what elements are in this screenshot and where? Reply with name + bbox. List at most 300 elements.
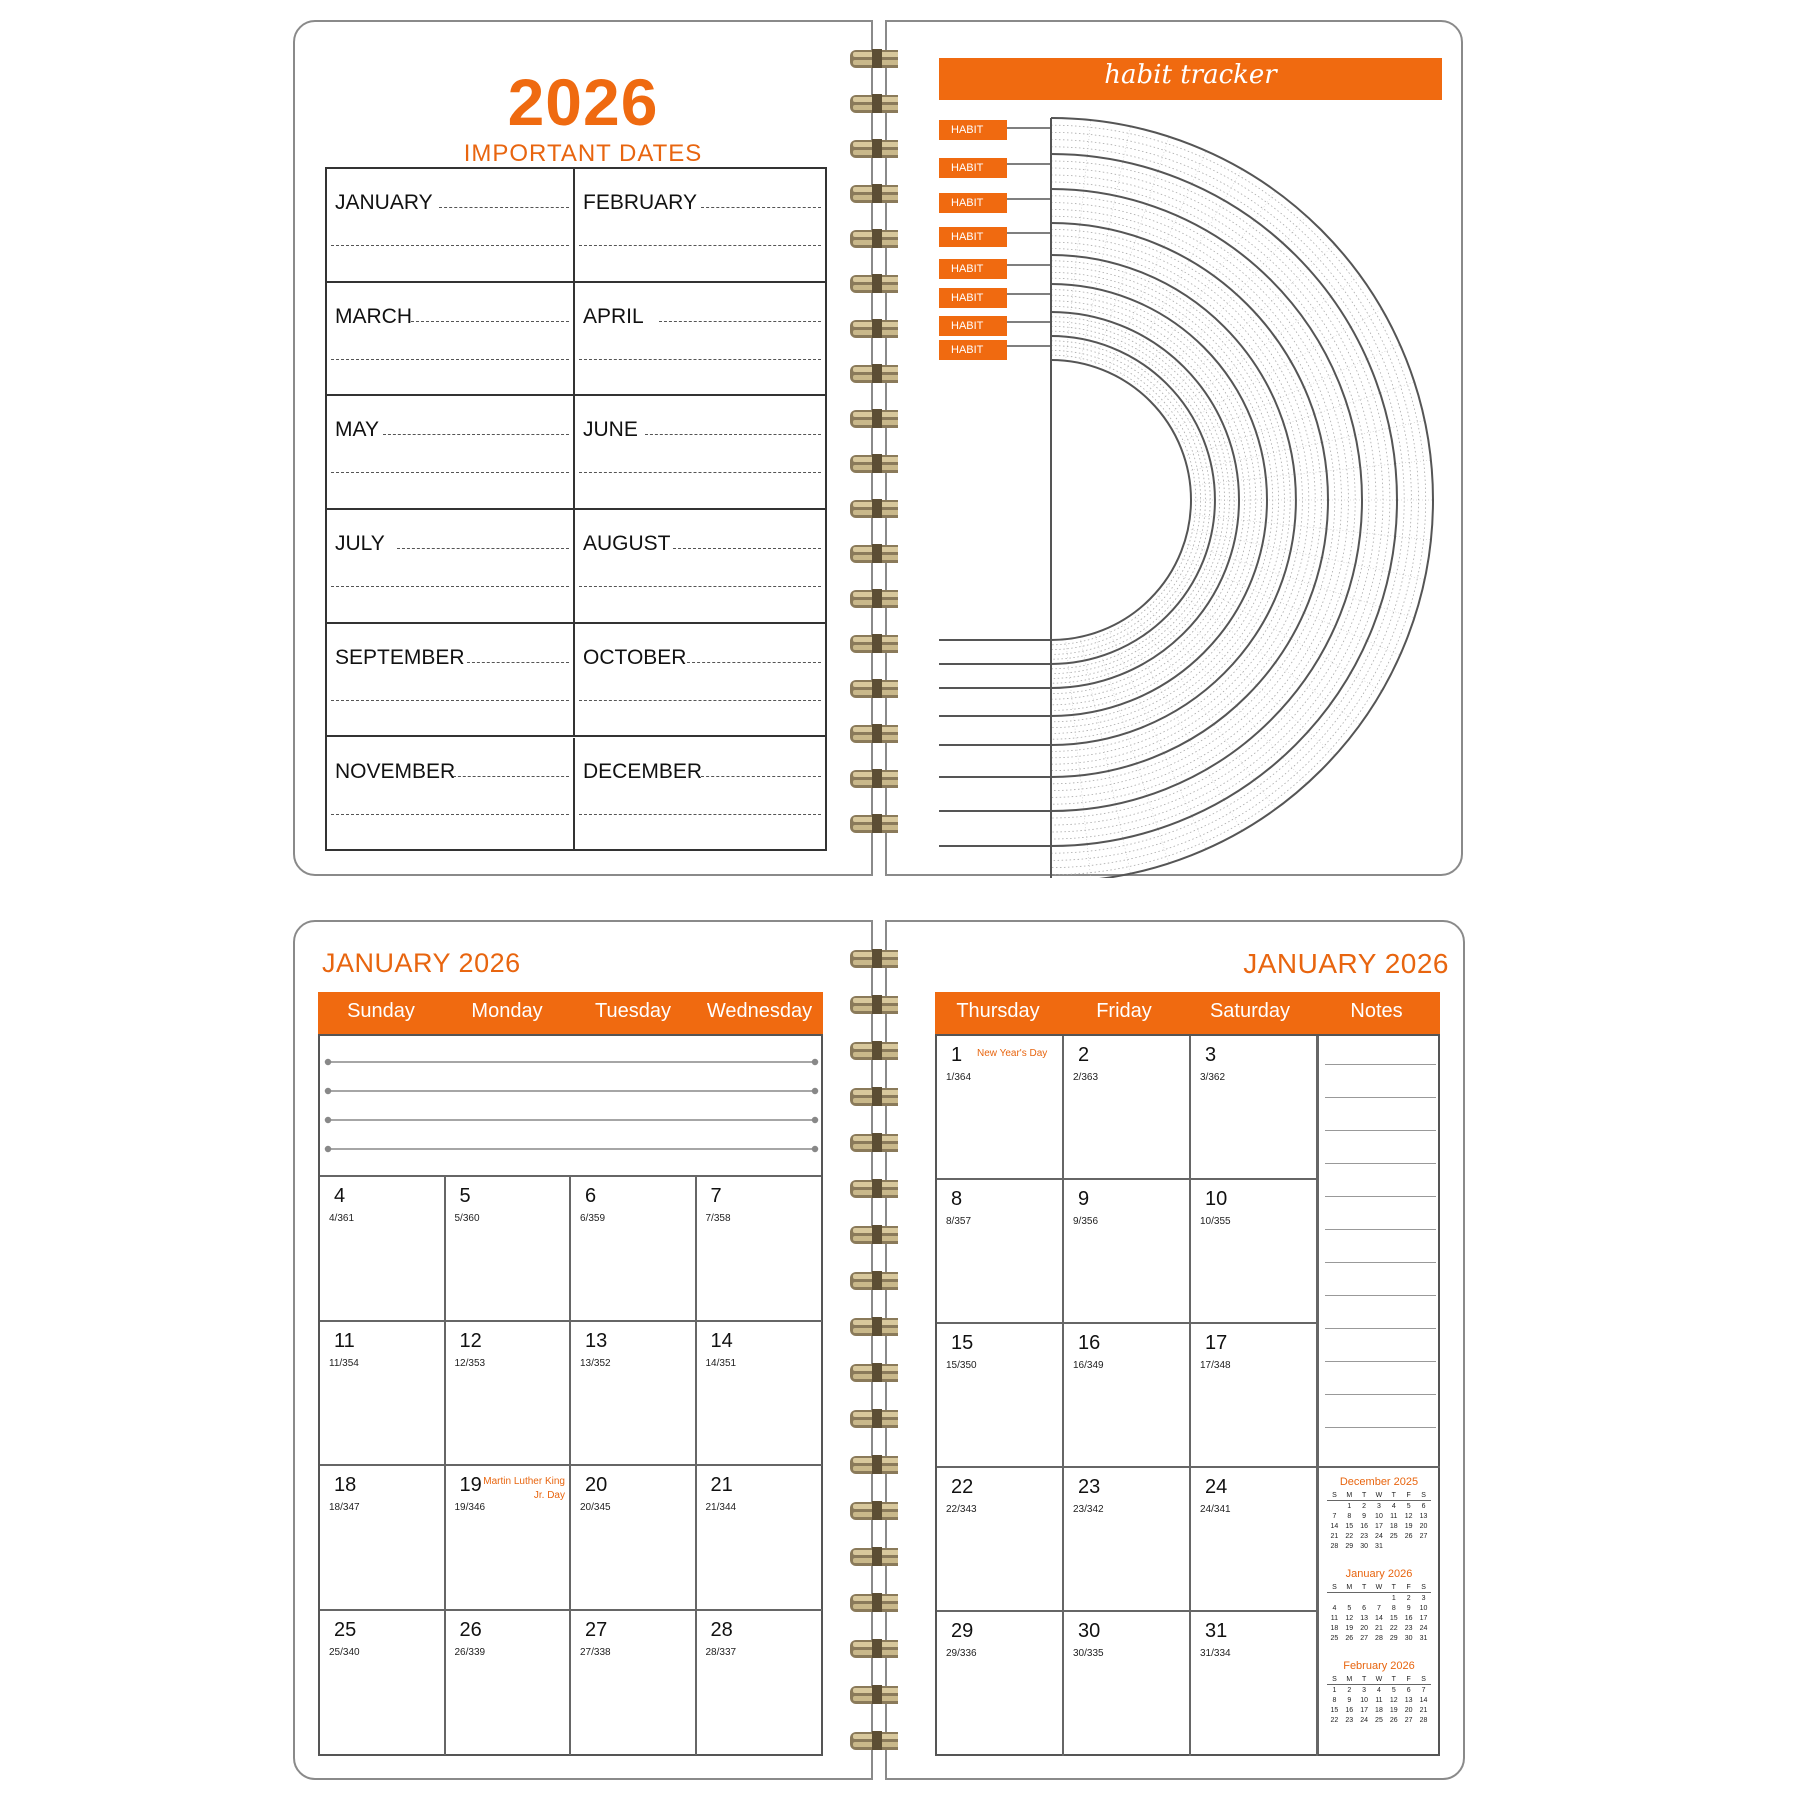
day-cell[interactable] (1191, 1036, 1318, 1180)
date-line[interactable] (701, 207, 821, 208)
day-number: 7 (710, 1185, 722, 1207)
mini-day: 19 (1404, 1522, 1413, 1530)
mini-day (1386, 1541, 1401, 1551)
notes-line[interactable] (1325, 1229, 1436, 1230)
mini-day: 28 (1419, 1716, 1428, 1724)
day-cell[interactable] (937, 1036, 1064, 1180)
mini-day: 22 (1330, 1716, 1339, 1724)
day-cell[interactable] (937, 1612, 1064, 1756)
day-count: 17/348 (1200, 1360, 1231, 1371)
mini-day: 13 (1419, 1512, 1428, 1520)
mini-day: 27 (1419, 1532, 1428, 1540)
month-cell[interactable] (575, 283, 825, 397)
day-number: 14 (710, 1329, 733, 1352)
mini-day: 9 (1406, 1604, 1411, 1612)
mini-day: 12 (1345, 1614, 1354, 1622)
day-cell[interactable] (571, 1466, 697, 1611)
habit-label[interactable]: HABIT (939, 316, 1007, 336)
day-number: 18 (334, 1474, 357, 1496)
header-wednesday: Wednesday (706, 1000, 813, 1022)
tracker-dots (1051, 161, 1390, 839)
day-number: 24 (1205, 1476, 1228, 1498)
habit-label[interactable]: HABIT (939, 158, 1007, 178)
weekday-letter: T (1357, 1490, 1372, 1501)
day-cell[interactable] (1064, 1468, 1191, 1612)
spiral-ring (848, 1268, 898, 1290)
day-count: 9/356 (1073, 1216, 1099, 1227)
day-cell[interactable] (446, 1177, 572, 1322)
month-cell[interactable] (327, 738, 575, 852)
mini-day: 23 (1404, 1624, 1413, 1632)
month-name: JANUARY (335, 191, 433, 214)
habit-label[interactable]: HABIT (939, 227, 1007, 247)
day-count: 7/358 (705, 1213, 731, 1224)
mini-day: 11 (1375, 1696, 1383, 1704)
january-right-page (885, 920, 1465, 1780)
day-cell[interactable] (937, 1180, 1064, 1324)
tracker-dots (1051, 203, 1348, 798)
mini-day: 16 (1404, 1614, 1413, 1622)
notes-divider (1319, 1466, 1440, 1468)
date-line[interactable] (701, 776, 821, 777)
date-line[interactable] (579, 472, 821, 473)
day-number: 11 (334, 1329, 355, 1352)
notes-column (1317, 1036, 1440, 1754)
mini-day: 18 (1389, 1522, 1398, 1530)
date-line[interactable] (331, 814, 569, 815)
month-cell[interactable] (575, 738, 825, 852)
mini-day: 22 (1345, 1532, 1354, 1540)
mini-day: 14 (1375, 1614, 1383, 1622)
notes-line[interactable] (1325, 1163, 1436, 1164)
mini-day: 8 (1332, 1696, 1337, 1704)
date-line[interactable] (579, 700, 821, 701)
tracker-arc (1051, 312, 1239, 688)
spiral-ring (848, 811, 898, 833)
mini-day: 1 (1347, 1502, 1352, 1510)
date-line[interactable] (687, 662, 821, 663)
habit-label[interactable]: HABIT (939, 340, 1007, 360)
mini-day: 13 (1404, 1696, 1413, 1704)
mini-day: 4 (1332, 1604, 1337, 1612)
mini-calendar-title: December 2025 (1339, 1476, 1419, 1488)
spiral-ring (848, 226, 898, 248)
mini-day: 1 (1391, 1594, 1396, 1602)
mini-day: 8 (1347, 1512, 1352, 1520)
date-line[interactable] (579, 586, 821, 587)
month-cell[interactable] (327, 169, 575, 283)
weekday-letter: S (1327, 1582, 1342, 1593)
mini-day: 12 (1389, 1696, 1398, 1704)
day-count: 29/336 (946, 1648, 977, 1659)
header-saturday: Saturday (1209, 1000, 1291, 1022)
day-count: 26/339 (454, 1646, 486, 1658)
mini-day: 24 (1360, 1716, 1368, 1724)
day-cell[interactable] (320, 1611, 446, 1756)
spiral-ring (848, 1084, 898, 1106)
day-number: 4 (334, 1185, 346, 1207)
weekday-letter: F (1401, 1582, 1416, 1593)
mini-day: 7 (1332, 1512, 1337, 1520)
mini-day: 20 (1360, 1624, 1368, 1632)
mini-day: 15 (1345, 1522, 1354, 1530)
mini-day: 10 (1360, 1696, 1368, 1704)
mini-day: 26 (1404, 1532, 1413, 1540)
mini-day: 3 (1377, 1502, 1381, 1510)
day-count: 5/360 (454, 1213, 480, 1224)
mini-calendar-table (1327, 1490, 1431, 1551)
mini-day: 24 (1375, 1532, 1383, 1540)
day-number: 15 (951, 1332, 974, 1354)
day-cell[interactable] (446, 1322, 572, 1467)
mini-day: 6 (1406, 1686, 1411, 1694)
tracker-dots (1051, 341, 1210, 659)
spiral-ring (848, 451, 898, 473)
mini-calendar-table (1327, 1674, 1431, 1725)
day-cell[interactable] (1191, 1180, 1318, 1324)
date-line[interactable] (579, 359, 821, 360)
notes-line[interactable] (1325, 1427, 1436, 1428)
date-line[interactable] (453, 776, 569, 777)
mini-day: 5 (1347, 1604, 1352, 1612)
month-name: AUGUST (583, 532, 671, 556)
mini-day (1327, 1593, 1342, 1604)
mini-day (1416, 1541, 1431, 1551)
day-cell[interactable] (697, 1322, 823, 1467)
tracker-arc (1051, 255, 1296, 745)
weekday-letter: M (1342, 1674, 1357, 1685)
spiral-ring (848, 1406, 898, 1428)
day-cell[interactable] (1191, 1612, 1318, 1756)
weekday-letter: W (1372, 1582, 1387, 1593)
mini-day: 15 (1330, 1706, 1339, 1714)
day-number: 22 (951, 1476, 974, 1498)
spiral-ring (848, 586, 898, 608)
weekday-letter: T (1357, 1582, 1372, 1593)
habit-label[interactable]: HABIT (939, 259, 1007, 279)
day-number: 27 (585, 1618, 608, 1641)
day-cell[interactable] (937, 1468, 1064, 1612)
mini-day: 12 (1404, 1512, 1413, 1520)
day-number: 10 (1205, 1188, 1228, 1210)
spiral-ring (848, 406, 898, 428)
day-count: 12/353 (454, 1357, 486, 1369)
tracker-dots (1051, 290, 1261, 711)
holiday-label: Martin Luther King (483, 1476, 565, 1487)
notes-line[interactable] (1325, 1295, 1436, 1296)
mini-day: 11 (1330, 1614, 1339, 1622)
mini-day: 27 (1404, 1716, 1413, 1724)
mini-day: 28 (1330, 1542, 1339, 1550)
day-number: 9 (1078, 1188, 1090, 1210)
day-number: 12 (459, 1329, 482, 1352)
day-count: 19/346 (454, 1502, 486, 1513)
notes-line[interactable] (1325, 1328, 1436, 1329)
mini-day: 21 (1419, 1706, 1428, 1714)
tracker-dots (1051, 272, 1279, 727)
mini-day: 17 (1375, 1522, 1383, 1530)
month-name: FEBRUARY (583, 191, 697, 214)
date-line[interactable] (645, 434, 821, 435)
date-line[interactable] (439, 207, 569, 208)
mini-day: 2 (1362, 1502, 1367, 1510)
mini-day: 4 (1391, 1502, 1396, 1510)
mini-day: 26 (1345, 1634, 1354, 1642)
mini-day: 21 (1330, 1532, 1339, 1540)
month-name: MARCH (335, 304, 412, 328)
day-cell[interactable] (1064, 1180, 1191, 1324)
weekday-letter: W (1372, 1674, 1387, 1685)
header-monday: Monday (471, 1000, 543, 1022)
date-line[interactable] (467, 662, 569, 663)
weekday-letter: T (1386, 1490, 1401, 1501)
weekday-letter: W (1372, 1490, 1387, 1501)
spiral-ring (848, 361, 898, 383)
date-line[interactable] (383, 434, 569, 435)
weekday-letter: T (1357, 1674, 1372, 1685)
mini-day: 7 (1377, 1604, 1381, 1612)
day-count: 21/344 (705, 1502, 737, 1513)
note-lines (320, 1036, 821, 1176)
mini-day: 22 (1389, 1624, 1398, 1632)
day-number: 21 (710, 1474, 733, 1496)
spiral-ring (848, 676, 898, 698)
day-number: 25 (334, 1618, 357, 1641)
day-number: 3 (1205, 1044, 1217, 1066)
day-number: 16 (1078, 1332, 1101, 1354)
weekday-letter: M (1342, 1582, 1357, 1593)
month-name: APRIL (583, 304, 644, 328)
mini-day: 29 (1389, 1634, 1398, 1642)
day-number: 20 (585, 1474, 608, 1496)
month-cell[interactable] (327, 510, 575, 624)
mini-calendar-title: February 2026 (1343, 1660, 1415, 1672)
weekday-header-right (935, 992, 1440, 1034)
date-line[interactable] (397, 548, 569, 549)
day-number: 26 (459, 1618, 482, 1641)
mini-day: 24 (1419, 1624, 1428, 1632)
notes-line[interactable] (1325, 1196, 1436, 1197)
spiral-ring (848, 91, 898, 113)
spiral-ring (848, 271, 898, 293)
habit-tracker-title: habit tracker (1104, 60, 1277, 90)
notes-line[interactable] (1325, 1262, 1436, 1263)
month-cell[interactable] (575, 510, 825, 624)
date-line[interactable] (659, 321, 821, 322)
spiral-ring (848, 1728, 898, 1750)
day-number: 5 (459, 1185, 471, 1207)
day-cell[interactable] (697, 1611, 823, 1756)
day-count: 1/364 (946, 1072, 972, 1083)
month-cell[interactable] (327, 283, 575, 397)
spiral-ring (848, 136, 898, 158)
header-thursday: Thursday (956, 1000, 1040, 1022)
day-cell[interactable] (1064, 1036, 1191, 1180)
tracker-dots (1051, 209, 1341, 790)
mini-day (1401, 1541, 1416, 1551)
day-count: 28/337 (705, 1646, 737, 1658)
mini-day: 26 (1389, 1716, 1398, 1724)
mini-day: 4 (1377, 1686, 1381, 1694)
mini-day: 2 (1347, 1686, 1352, 1694)
day-number: 2 (1078, 1044, 1090, 1066)
date-line[interactable] (673, 548, 821, 549)
date-line[interactable] (331, 359, 569, 360)
weekday-letter: F (1401, 1674, 1416, 1685)
day-count: 30/335 (1073, 1648, 1104, 1659)
mini-day: 3 (1421, 1594, 1426, 1602)
weekday-letter: S (1416, 1674, 1431, 1685)
day-cell[interactable] (1064, 1612, 1191, 1756)
date-line[interactable] (579, 245, 821, 246)
month-name: JULY (335, 532, 385, 556)
day-number: 13 (585, 1329, 608, 1352)
month-cell[interactable] (575, 624, 825, 738)
notes-line[interactable] (1325, 1130, 1436, 1131)
spiral-ring (848, 1636, 898, 1658)
header-tuesday: Tuesday (595, 1000, 671, 1022)
mini-day: 20 (1419, 1522, 1428, 1530)
day-number: 19 (459, 1474, 482, 1496)
weekday-letter: S (1327, 1674, 1342, 1685)
spiral-ring (848, 946, 898, 968)
mini-day: 16 (1345, 1706, 1354, 1714)
tracker-dots (1051, 132, 1418, 867)
date-line[interactable] (331, 245, 569, 246)
mini-day: 18 (1330, 1624, 1339, 1632)
spiral-ring (848, 1038, 898, 1060)
mini-day: 31 (1419, 1634, 1428, 1642)
spiral-ring (848, 1498, 898, 1520)
mini-day: 2 (1406, 1594, 1411, 1602)
mini-day: 19 (1389, 1706, 1398, 1714)
day-number: 30 (1078, 1620, 1101, 1642)
spiral-ring (848, 631, 898, 653)
month-name: JUNE (583, 418, 638, 442)
mini-day (1327, 1501, 1342, 1512)
day-cell[interactable] (320, 1177, 446, 1322)
day-cell[interactable] (697, 1177, 823, 1322)
mini-day: 18 (1375, 1706, 1383, 1714)
date-line[interactable] (411, 321, 569, 322)
day-count: 14/351 (705, 1357, 737, 1369)
month-title-right: JANUARY 2026 (1243, 948, 1449, 979)
spiral-ring (848, 1360, 898, 1382)
day-count: 16/349 (1073, 1360, 1104, 1371)
mini-day: 19 (1345, 1624, 1354, 1632)
mini-day: 7 (1421, 1686, 1426, 1694)
day-cell[interactable] (1191, 1324, 1318, 1468)
habit-label[interactable]: HABIT (939, 193, 1007, 213)
day-count: 27/338 (580, 1646, 611, 1658)
day-number: 1 (951, 1044, 963, 1066)
mini-day: 6 (1362, 1604, 1367, 1612)
spiral-ring (848, 496, 898, 518)
day-cell[interactable] (320, 1322, 446, 1467)
mini-calendar (1327, 1660, 1431, 1725)
date-line[interactable] (331, 700, 569, 701)
spiral-ring (848, 992, 898, 1014)
date-line[interactable] (331, 586, 569, 587)
day-number: 8 (951, 1188, 963, 1210)
day-cell[interactable] (1064, 1324, 1191, 1468)
weekday-letter: M (1342, 1490, 1357, 1501)
weekday-letter: F (1401, 1490, 1416, 1501)
weekday-letter: S (1327, 1490, 1342, 1501)
mini-day: 3 (1362, 1686, 1367, 1694)
day-count: 20/345 (580, 1502, 611, 1513)
mini-day: 17 (1419, 1614, 1428, 1622)
day-number: 29 (951, 1620, 974, 1642)
important-dates-subtitle: IMPORTANT DATES (463, 140, 703, 167)
weekday-letter: S (1416, 1582, 1431, 1593)
mini-day: 10 (1419, 1604, 1428, 1612)
notes-line[interactable] (1325, 1097, 1436, 1098)
notes-line[interactable] (1325, 1064, 1436, 1065)
day-cell[interactable] (571, 1177, 697, 1322)
month-cell[interactable] (327, 396, 575, 510)
day-cell[interactable] (697, 1466, 823, 1611)
day-number: 6 (585, 1185, 597, 1207)
important-dates-page (293, 20, 873, 876)
month-name: MAY (335, 418, 379, 442)
tracker-line (1066, 639, 1091, 878)
day-cell[interactable] (571, 1611, 697, 1756)
mini-day: 30 (1404, 1634, 1413, 1642)
day-count: 15/350 (946, 1360, 977, 1371)
day-cell[interactable] (320, 1466, 446, 1611)
weekday-letter: T (1386, 1582, 1401, 1593)
mini-calendar (1327, 1568, 1431, 1643)
month-name: SEPTEMBER (335, 645, 465, 669)
notes-line[interactable] (1325, 1394, 1436, 1395)
date-line[interactable] (579, 814, 821, 815)
habit-label[interactable]: HABIT (939, 120, 1007, 140)
mini-day: 27 (1360, 1634, 1368, 1642)
mini-day (1342, 1593, 1357, 1604)
month-name: DECEMBER (583, 759, 703, 783)
day-count: 2/363 (1073, 1072, 1099, 1083)
year-title: 2026 (507, 65, 659, 139)
month-cell[interactable] (327, 624, 575, 738)
day-number: 31 (1205, 1620, 1228, 1642)
tracker-dots (1051, 301, 1250, 699)
tracker-dots (1051, 140, 1411, 861)
day-count: 8/357 (946, 1216, 972, 1227)
spiral-ring (848, 1314, 898, 1336)
day-cell[interactable] (446, 1611, 572, 1756)
day-cell[interactable] (1191, 1468, 1318, 1612)
january-left-page (293, 920, 873, 1780)
holiday-label: New Year's Day (977, 1048, 1048, 1059)
tracker-dots (1051, 267, 1284, 734)
spiral-ring (848, 541, 898, 563)
day-cell[interactable] (937, 1324, 1064, 1468)
month-name: NOVEMBER (335, 759, 456, 783)
mini-day: 11 (1390, 1512, 1398, 1520)
mini-day: 10 (1375, 1512, 1383, 1520)
notes-line[interactable] (1325, 1361, 1436, 1362)
tracker-dots (1051, 322, 1229, 679)
day-cell[interactable] (571, 1322, 697, 1467)
date-line[interactable] (331, 472, 569, 473)
day-cell[interactable] (446, 1466, 572, 1611)
spiral-ring (848, 1590, 898, 1612)
month-cell[interactable] (575, 169, 825, 283)
habit-label[interactable]: HABIT (939, 288, 1007, 308)
month-cell[interactable] (575, 396, 825, 510)
mini-calendar-title: January 2026 (1345, 1568, 1413, 1580)
